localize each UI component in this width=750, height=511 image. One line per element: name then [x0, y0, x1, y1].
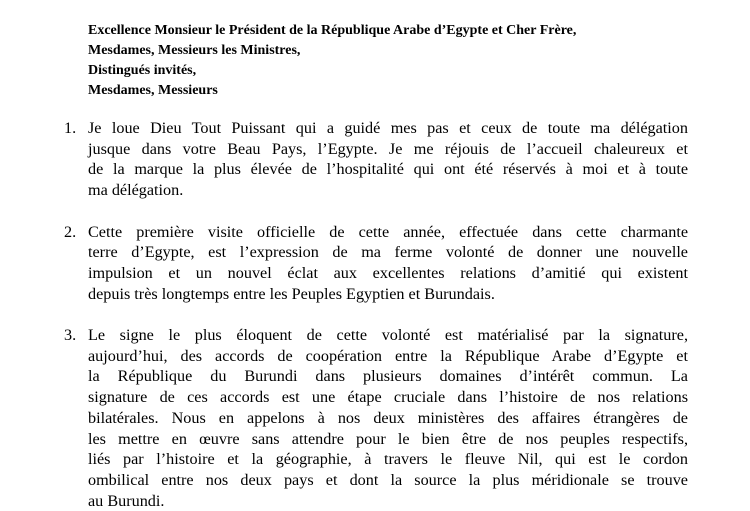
paragraph-text: [88, 222, 688, 305]
paragraph-text: [88, 118, 688, 201]
text-line: de la marque la plus élevée de l’hospitalité qui ont été réservés à moi et à toute: [88, 160, 688, 179]
salutation-block: [88, 21, 576, 101]
paragraph-3: [64, 325, 688, 511]
numbered-paragraphs: [64, 118, 688, 511]
paragraph-number: 3.: [64, 326, 77, 344]
text-line: la République du Burundi dans plusieurs domaines d’intérêt commun. La: [88, 367, 688, 386]
text-line: liés par l’histoire et la géographie, à travers le fleuve Nil, qui est le cordon: [88, 450, 688, 469]
text-line: jusque dans votre Beau Pays, l’Egypte. Je me réjouis de l’accueil chaleureux et: [88, 139, 688, 158]
text-line: signature de ces accords est une étape cruciale dans l’histoire de nos relations: [88, 388, 688, 407]
paragraph-number: 2.: [64, 222, 77, 241]
salutation-line: Mesdames, Messieurs les Ministres,: [88, 43, 301, 58]
salutation-line: Excellence Monsieur le Président de la République Arabe d’Egypte et Cher Frère,: [88, 23, 577, 38]
paragraph-number: 1.: [64, 119, 77, 137]
salutation-line: Distingués invités,: [88, 63, 197, 78]
text-line: Cette première visite officielle de cette année, effectuée dans cette charmante: [88, 222, 688, 241]
text-line: au Burundi.: [88, 491, 165, 510]
text-line: terre d’Egypte, est l’expression de ma ferme volonté de donner une nouvelle: [88, 243, 688, 262]
text-line: ombilical entre nos deux pays et dont la source la plus méridionale se trouve: [88, 470, 688, 489]
text-line: Je loue Dieu Tout Puissant qui a guidé mes pas et ceux de toute ma délégation: [88, 119, 688, 137]
text-line: Le signe le plus éloquent de cette volonté est matérialisé par la signature,: [88, 326, 688, 344]
salutation-line: Mesdames, Messieurs: [88, 83, 218, 98]
text-line: les mettre en œuvre sans attendre pour le bien être de nos peuples respectifs,: [88, 429, 688, 448]
paragraph-text: [88, 325, 688, 511]
paragraph-1: [64, 118, 688, 201]
text-line: aujourd’hui, des accords de coopération entre la République Arabe d’Egypte et: [88, 346, 688, 365]
text-line: impulsion et un nouvel éclat aux excellentes relations d’amitié qui existent: [88, 263, 688, 282]
paragraph-2: [64, 222, 688, 305]
text-line: bilatérales. Nous en appelons à nos deux ministères des affaires étrangères de: [88, 408, 688, 427]
text-line: ma délégation.: [88, 181, 184, 200]
text-line: depuis très longtemps entre les Peuples Egyptien et Burundais.: [88, 284, 495, 303]
